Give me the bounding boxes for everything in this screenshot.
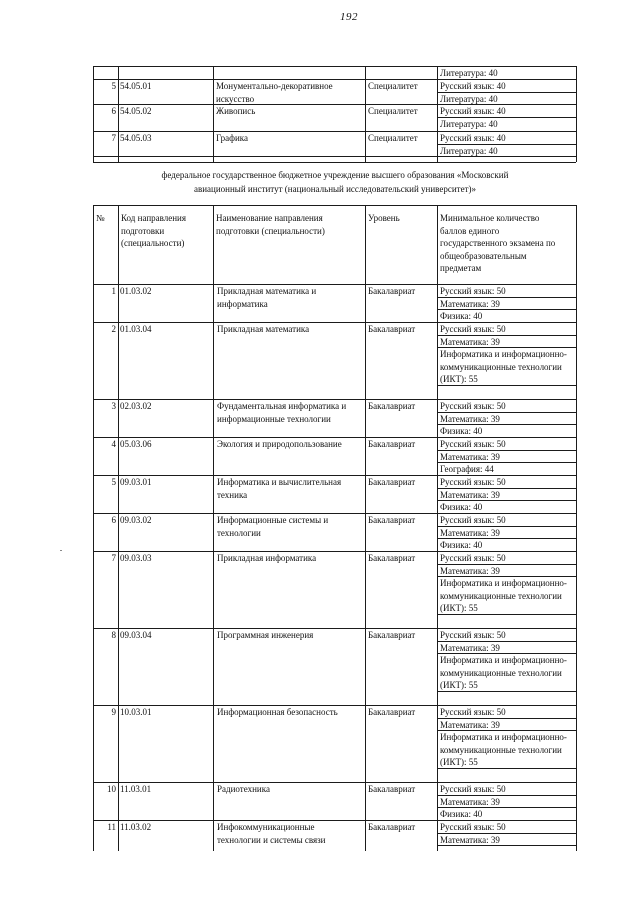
table-rule — [93, 66, 94, 162]
row-code: 09.03.03 — [120, 553, 152, 563]
row-level: Бакалавриат — [368, 630, 416, 640]
row-name: информационные технологии — [217, 413, 331, 424]
table-rule — [576, 205, 577, 851]
row-code: 11.03.02 — [120, 822, 152, 832]
row-name: Фундаментальная информатика и — [217, 401, 347, 411]
table-rule — [213, 66, 214, 162]
score-cell: Литература: 40 — [440, 93, 498, 104]
score-cell: Математика: 39 — [440, 489, 500, 500]
row-level: Бакалавриат — [368, 553, 416, 563]
score-cell: (ИКТ): 55 — [440, 603, 478, 613]
row-level: Бакалавриат — [368, 707, 416, 717]
score-cell: Русский язык: 50 — [440, 477, 506, 487]
score-cell: Русский язык: 40 — [440, 106, 506, 116]
row-number: 10 — [107, 784, 116, 794]
score-cell: Физика: 40 — [440, 502, 483, 512]
row-level: Бакалавриат — [368, 822, 416, 832]
header-min-scores: Минимальное количество — [440, 213, 540, 223]
row-name: Программная инженерия — [217, 630, 314, 640]
score-cell: Математика: 39 — [440, 451, 500, 462]
score-cell: Русский язык: 50 — [440, 630, 506, 640]
row-name: Прикладная математика — [217, 324, 310, 334]
table-rule — [437, 144, 576, 145]
row-code: 54.05.01 — [120, 81, 152, 91]
row-name: Информационные системы и — [217, 515, 329, 525]
header-level: Уровень — [368, 213, 400, 223]
table-rule — [93, 205, 576, 206]
row-code: 09.03.01 — [120, 477, 152, 487]
score-cell: Русский язык: 40 — [440, 133, 506, 143]
row-number: 7 — [111, 553, 116, 563]
row-number: 6 — [111, 106, 116, 116]
row-level: Специалитет — [368, 106, 418, 116]
score-cell: Литература: 40 — [440, 118, 498, 129]
row-code: 11.03.01 — [120, 784, 152, 794]
score-cell: Русский язык: 50 — [440, 707, 506, 717]
row-name: технологии — [217, 527, 261, 538]
row-name: Монументально-декоративное — [216, 81, 333, 91]
score-cell: Русский язык: 40 — [440, 81, 506, 91]
score-cell: Русский язык: 50 — [440, 822, 506, 832]
score-cell: коммуникационные технологии — [440, 590, 562, 601]
score-cell: коммуникационные технологии — [440, 361, 562, 372]
page-number: 192 — [340, 11, 358, 23]
table-rule — [365, 66, 366, 162]
score-cell: Математика: 39 — [440, 834, 500, 845]
score-cell: Русский язык: 50 — [440, 784, 506, 794]
row-number: 5 — [111, 477, 116, 487]
table-rule — [93, 205, 94, 851]
institution-title: авиационный институт (национальный исследовательский университет)» — [193, 184, 477, 194]
row-number: 1 — [111, 286, 116, 296]
score-cell: Русский язык: 50 — [440, 324, 506, 334]
scan-mark — [60, 550, 62, 551]
score-cell: Информатика и информационно- — [440, 578, 567, 588]
score-cell: Математика: 39 — [440, 719, 500, 730]
score-cell: Математика: 39 — [440, 642, 500, 653]
row-name: информатика — [217, 298, 268, 309]
score-cell: География: 44 — [440, 464, 494, 474]
table-rule — [576, 66, 577, 162]
table-rule — [437, 117, 576, 118]
score-cell: коммуникационные технологии — [440, 667, 562, 678]
table-rule — [437, 92, 576, 93]
row-code: 05.03.06 — [120, 439, 152, 449]
header-code: Код направления — [121, 213, 187, 223]
header-number: № — [96, 213, 105, 223]
score-cell: Русский язык: 50 — [440, 553, 506, 563]
score-cell: Физика: 40 — [440, 311, 483, 321]
table-rule — [93, 66, 576, 67]
score-cell: Информатика и информационно- — [440, 349, 567, 359]
row-code: 01.03.02 — [120, 286, 152, 296]
table-rule — [437, 691, 576, 692]
score-cell: Русский язык: 50 — [440, 286, 506, 296]
score-cell: коммуникационные технологии — [440, 744, 562, 755]
score-cell: Математика: 39 — [440, 565, 500, 576]
table-rule — [93, 162, 576, 163]
row-name: Графика — [216, 133, 249, 143]
row-level: Бакалавриат — [368, 477, 416, 487]
score-cell: Математика: 39 — [440, 796, 500, 807]
row-number: 2 — [111, 324, 116, 334]
score-cell: Русский язык: 50 — [440, 401, 506, 411]
row-number: 11 — [107, 822, 116, 832]
score-cell: (ИКТ): 55 — [440, 374, 478, 384]
score-cell: Математика: 39 — [440, 413, 500, 424]
score-cell: Информатика и информационно- — [440, 655, 567, 665]
header-min-scores: государственного экзамена по — [440, 238, 556, 248]
header-code: подготовки — [121, 225, 165, 236]
row-name: Прикладная математика и — [217, 286, 317, 296]
row-code: 54.05.03 — [120, 133, 152, 143]
row-code: 09.03.04 — [120, 630, 152, 640]
row-number: 4 — [111, 439, 116, 449]
row-name: Прикладная информатика — [217, 553, 317, 563]
score-cell: (ИКТ): 55 — [440, 680, 478, 690]
table-rule — [437, 614, 576, 615]
row-level: Бакалавриат — [368, 401, 416, 411]
table-rule — [118, 205, 119, 851]
table-rule — [213, 205, 214, 851]
score-cell: Русский язык: 50 — [440, 439, 506, 449]
score-cell: Математика: 39 — [440, 527, 500, 538]
table-rule — [118, 66, 119, 162]
row-code: 54.05.02 — [120, 106, 152, 116]
table-rule — [437, 205, 438, 851]
row-code: 02.03.02 — [120, 401, 152, 411]
row-level: Бакалавриат — [368, 515, 416, 525]
score-cell: Информатика и информационно- — [440, 732, 567, 742]
table-rule — [437, 385, 576, 386]
table-rule — [437, 768, 576, 769]
row-name: Информационная безопасность — [217, 707, 338, 717]
row-code: 10.03.01 — [120, 707, 152, 717]
row-number: 7 — [111, 133, 116, 143]
table-rule — [437, 845, 576, 846]
row-name: искусство — [216, 93, 255, 104]
score-cell: (ИКТ): 55 — [440, 757, 478, 767]
header-code: (специальности) — [121, 238, 185, 248]
score-cell: Литература: 40 — [440, 68, 498, 78]
row-level: Бакалавриат — [368, 286, 416, 296]
institution-title: федеральное государственное бюджетное учреждение высшего образования «Московский — [161, 170, 509, 180]
table-rule — [437, 66, 438, 162]
row-name: технологии и системы связи — [217, 834, 326, 845]
header-min-scores: предметам — [440, 263, 482, 273]
header-min-scores: общеобразовательным — [440, 250, 527, 261]
row-number: 9 — [111, 707, 116, 717]
score-cell: Русский язык: 50 — [440, 515, 506, 525]
row-level: Бакалавриат — [368, 324, 416, 334]
row-code: 01.03.04 — [120, 324, 152, 334]
row-name: Экология и природопользование — [217, 439, 342, 449]
row-name: Информатика и вычислительная — [217, 477, 342, 487]
row-code: 09.03.02 — [120, 515, 152, 525]
table-rule — [365, 205, 366, 851]
row-level: Специалитет — [368, 133, 418, 143]
score-cell: Математика: 39 — [440, 336, 500, 347]
row-level: Бакалавриат — [368, 784, 416, 794]
header-min-scores: баллов единого — [440, 225, 500, 236]
score-cell: Математика: 39 — [440, 298, 500, 309]
row-level: Специалитет — [368, 81, 418, 91]
row-level: Бакалавриат — [368, 439, 416, 449]
row-number: 3 — [111, 401, 116, 411]
score-cell: Физика: 40 — [440, 540, 483, 550]
row-number: 8 — [111, 630, 116, 640]
table-rule — [93, 156, 576, 157]
row-name: Радиотехника — [217, 784, 270, 794]
row-name: Живопись — [216, 106, 256, 116]
score-cell: Физика: 40 — [440, 426, 483, 436]
header-name: Наименование направления — [216, 213, 323, 223]
score-cell: Физика: 40 — [440, 809, 483, 819]
row-name: Инфокоммуникационные — [217, 822, 315, 832]
score-cell: Литература: 40 — [440, 145, 498, 156]
row-number: 6 — [111, 515, 116, 525]
header-name: подготовки (специальности) — [216, 225, 325, 236]
row-name: техника — [217, 489, 248, 500]
row-number: 5 — [111, 81, 116, 91]
